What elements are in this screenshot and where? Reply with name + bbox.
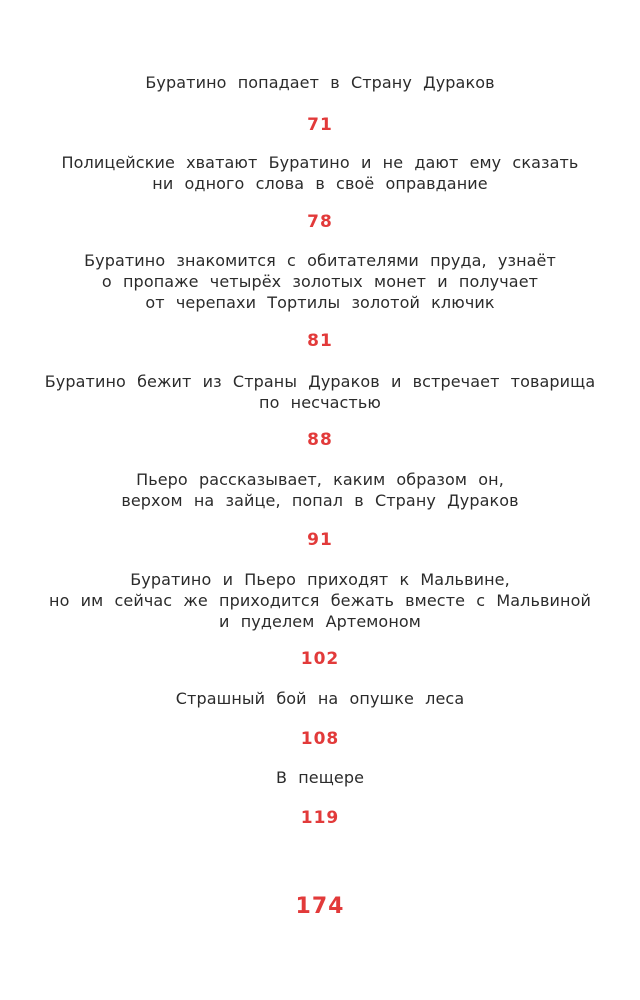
toc-entry-title <box>0 371 640 413</box>
toc-entry-title <box>0 767 640 788</box>
toc-entry-line: ни одного слова в своё оправдание <box>152 174 488 193</box>
toc-entry-page: 91 <box>307 530 333 550</box>
toc-entry-line: Буратино бежит из Страны Дураков и встречает товарища <box>44 372 596 391</box>
toc-entry-line: Страшный бой на опушке леса <box>175 689 465 708</box>
toc-entry-page: 88 <box>307 430 333 450</box>
toc-entry-title <box>0 569 640 632</box>
toc-entry-page: 71 <box>307 115 333 135</box>
toc-entry-page: 81 <box>307 331 333 351</box>
toc-entry-line: В пещере <box>275 768 365 787</box>
toc-entry-line: Буратино и Пьеро приходят к Мальвине, <box>130 570 510 589</box>
toc-entry-title <box>0 469 640 511</box>
toc-entry-line: о пропаже четырёх золотых монет и получает <box>101 272 539 291</box>
toc-entry-line: от черепахи Тортилы золотой ключик <box>145 293 495 312</box>
toc-entry-line: Пьеро рассказывает, каким образом он, <box>136 470 504 489</box>
toc-entry-line: и пуделем Артемоном <box>219 612 421 631</box>
toc-entry-page: 78 <box>307 212 333 232</box>
page-number: 174 <box>295 894 345 919</box>
toc-entry-page: 119 <box>300 808 340 828</box>
toc-entry-page: 108 <box>300 729 340 749</box>
toc-entry-line: Буратино попадает в Страну Дураков <box>145 73 495 92</box>
toc-entry-page: 102 <box>300 649 340 669</box>
toc-entry-line: но им сейчас же приходится бежать вместе с Мальвиной <box>49 591 591 610</box>
toc-entry-title <box>0 152 640 194</box>
toc-entry-line: Буратино знакомится с обитателями пруда, узнаёт <box>84 251 556 270</box>
toc-entry-title <box>0 688 640 709</box>
toc-entry-line: Полицейские хватают Буратино и не дают ему сказать <box>61 153 579 172</box>
toc-entry-line: по несчастью <box>259 393 381 412</box>
toc-entry-line: верхом на зайце, попал в Страну Дураков <box>121 491 519 510</box>
toc-entry-title <box>0 72 640 93</box>
toc-entry-title <box>0 250 640 313</box>
